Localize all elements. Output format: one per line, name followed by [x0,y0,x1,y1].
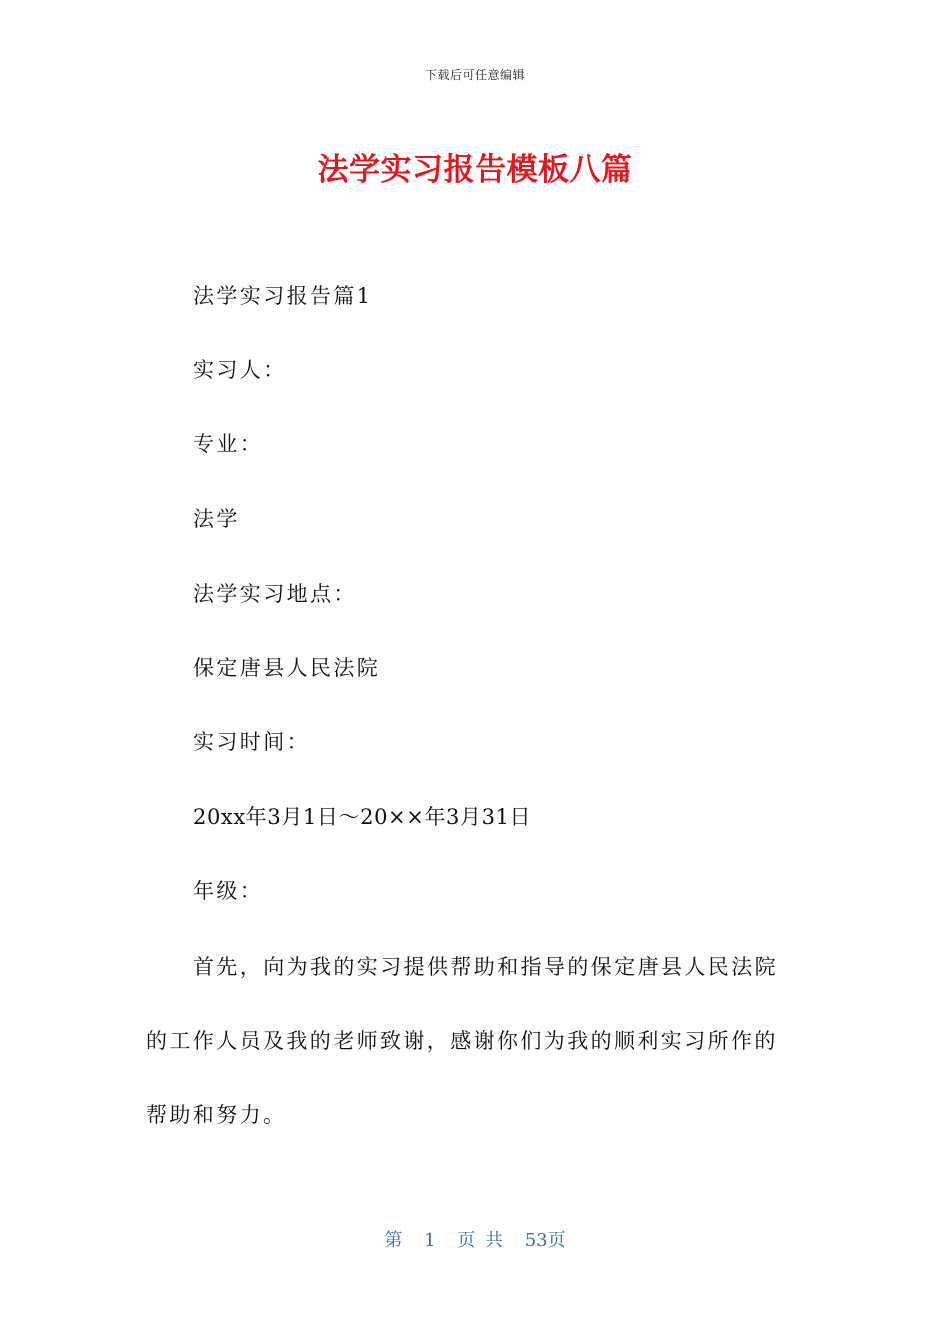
section-heading: 法学实习报告篇1 [193,284,373,308]
document-title: 法学实习报告模板八篇 [317,152,633,188]
page-footer [0,1226,950,1252]
time-value: 20xx年3月1日～20××年3月31日 [193,805,532,829]
paragraph-line-1: 首先，向为我的实习提供帮助和指导的保定唐县人民法院 [193,955,778,979]
location-label: 法学实习地点： [193,582,357,606]
major-label: 专业： [193,432,264,456]
intern-label: 实习人： [193,358,287,382]
header-note: 下载后可任意编辑 [424,68,525,82]
major-value: 法学 [193,507,240,531]
grade-label: 年级： [193,879,264,903]
footer-middle: 页 共 [457,1230,503,1251]
footer-prefix: 第 [384,1230,403,1251]
footer-total-pages: 53页 [524,1230,566,1251]
time-label: 实习时间： [193,730,310,754]
paragraph-line-3: 帮助和努力。 [146,1103,287,1127]
location-value: 保定唐县人民法院 [193,656,381,680]
footer-current-page: 1 [424,1230,436,1251]
paragraph-line-2: 的工作人员及我的老师致谢，感谢你们为我的顺利实习所作的 [146,1029,778,1053]
